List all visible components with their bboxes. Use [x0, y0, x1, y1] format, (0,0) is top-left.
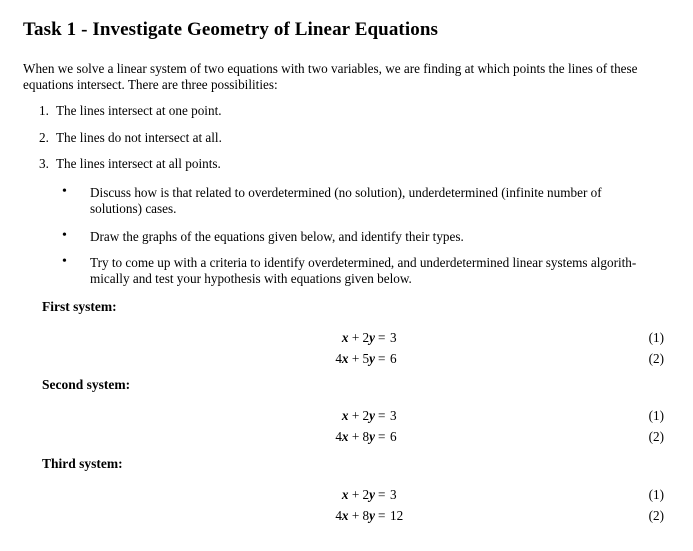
equation-lhs: x + 2y: [341, 408, 375, 423]
bullet-icon: •: [62, 184, 67, 199]
equation-tag: (2): [648, 429, 664, 444]
equation-tag: (1): [648, 408, 664, 423]
possibility-text: The lines do not intersect at all.: [56, 130, 222, 145]
bullet-icon: •: [62, 254, 67, 269]
task-bullet-text: Discuss how is that related to overdetermined (no solution), underdetermined (infinite number of solutions) cases.: [90, 185, 602, 216]
equation-rhs: 3: [390, 487, 397, 502]
bullet-icon: •: [62, 228, 67, 243]
possibility-item: [39, 156, 221, 172]
equals-sign: =: [378, 351, 386, 366]
equation-row: [0, 351, 693, 369]
equation-row: [0, 330, 693, 348]
equation-row: [0, 408, 693, 426]
page-title: Task 1 - Investigate Geometry of Linear Equations: [23, 19, 438, 40]
equals-sign: =: [378, 429, 386, 444]
equation-lhs: 4x + 8y: [335, 429, 375, 444]
possibility-text: The lines intersect at all points.: [56, 156, 221, 171]
equation-tag: (1): [648, 487, 664, 502]
possibility-text: The lines intersect at one point.: [56, 103, 222, 118]
possibility-item: [39, 130, 222, 146]
equation-rhs: 3: [390, 408, 397, 423]
equation-tag: (1): [648, 330, 664, 345]
equals-sign: =: [378, 408, 386, 423]
equation-lhs: 4x + 8y: [335, 508, 375, 523]
equation-row: [0, 429, 693, 447]
equation-lhs: x + 2y: [341, 487, 375, 502]
equation-lhs: x + 2y: [341, 330, 375, 345]
equation-rhs: 6: [390, 429, 397, 444]
task-bullet-text: Draw the graphs of the equations given below, and identify their types.: [90, 229, 464, 244]
possibility-number: 1.: [39, 103, 49, 118]
equation-rhs: 12: [390, 508, 404, 523]
task-bullet-text: Try to come up with a criteria to identify overdetermined, and underdetermined linear systems algorith- mically and test your hypothesis with equations given below.: [90, 255, 637, 286]
system-heading: Third system:: [42, 456, 123, 471]
equation-lhs: 4x + 5y: [335, 351, 375, 366]
equation-tag: (2): [648, 508, 664, 523]
system-heading: First system:: [42, 299, 117, 314]
possibility-number: 3.: [39, 156, 49, 171]
equals-sign: =: [378, 508, 386, 523]
equals-sign: =: [378, 330, 386, 345]
equation-rhs: 6: [390, 351, 397, 366]
intro-paragraph: When we solve a linear system of two equations with two variables, we are finding at which points the lines of these equations intersect. There are three possibilities:: [23, 61, 638, 92]
equals-sign: =: [378, 487, 386, 502]
equation-tag: (2): [648, 351, 664, 366]
equation-row: [0, 487, 693, 505]
equation-rhs: 3: [390, 330, 397, 345]
equation-row: [0, 508, 693, 526]
possibility-number: 2.: [39, 130, 49, 145]
possibility-item: [39, 103, 222, 119]
system-heading: Second system:: [42, 377, 131, 392]
